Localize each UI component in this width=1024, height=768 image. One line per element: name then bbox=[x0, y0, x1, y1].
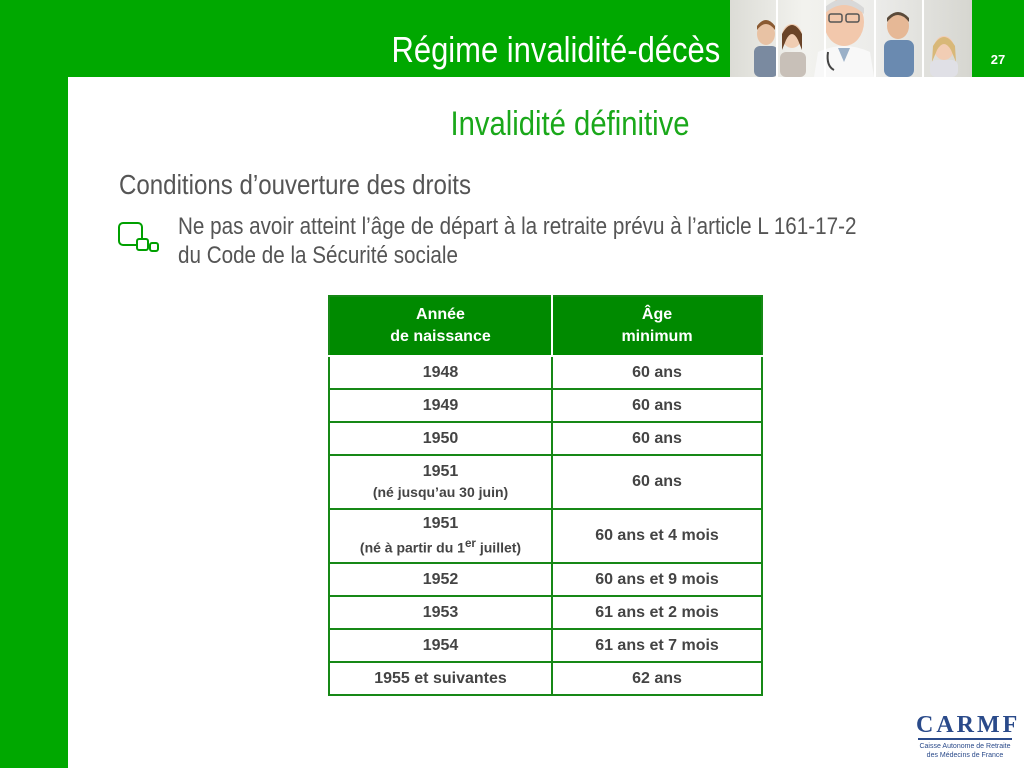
year-cell: 1953 bbox=[329, 596, 552, 629]
year-note: (né à partir du 1er juillet) bbox=[359, 537, 522, 556]
logo-tagline: des Médecins de France bbox=[926, 752, 1004, 759]
logo-tagline: Caisse Autonome de Retraite bbox=[919, 743, 1011, 750]
table-row bbox=[329, 389, 762, 422]
logo-name: CARMF bbox=[916, 712, 1021, 738]
table-row bbox=[329, 509, 762, 563]
table-row bbox=[329, 422, 762, 455]
table-header-row bbox=[329, 296, 762, 356]
age-cell: 61 ans et 2 mois bbox=[552, 596, 762, 629]
header-minimum-age: Âge minimum bbox=[552, 296, 762, 356]
age-cell: 60 ans bbox=[552, 356, 762, 389]
table-row bbox=[329, 356, 762, 389]
year-cell: 1952 bbox=[329, 563, 552, 596]
age-cell: 62 ans bbox=[552, 662, 762, 695]
photo-separator bbox=[776, 0, 778, 77]
table-row bbox=[329, 596, 762, 629]
table-row bbox=[329, 455, 762, 509]
slide-subtitle: Invalidité définitive bbox=[450, 105, 690, 143]
section-heading: Conditions d’ouverture des droits bbox=[119, 169, 472, 200]
age-cell: 60 ans bbox=[552, 422, 762, 455]
carmf-logo bbox=[916, 712, 1021, 762]
header-photo bbox=[730, 0, 972, 77]
bullet-squares-icon bbox=[116, 219, 164, 255]
logo-divider bbox=[918, 738, 1012, 740]
photo-separator bbox=[922, 0, 924, 77]
retirement-age-table bbox=[328, 295, 763, 696]
age-cell: 61 ans et 7 mois bbox=[552, 629, 762, 662]
bullet-line: Ne pas avoir atteint l’âge de départ à la retraite prévu à l’article L 161-17-2 bbox=[178, 213, 857, 240]
page-number: 27 bbox=[990, 52, 1006, 67]
bullet-line: du Code de la Sécurité sociale bbox=[178, 242, 458, 269]
header-birth-year: Année de naissance bbox=[329, 296, 552, 356]
table-row bbox=[329, 563, 762, 596]
table-row bbox=[329, 629, 762, 662]
year-cell: 1949 bbox=[329, 389, 552, 422]
year-cell: 1951 (né jusqu’au 30 juin) bbox=[329, 455, 552, 509]
year-cell: 1955 et suivantes bbox=[329, 662, 552, 695]
age-cell: 60 ans bbox=[552, 389, 762, 422]
year-note: (né jusqu’au 30 juin) bbox=[372, 484, 509, 500]
age-cell: 60 ans et 9 mois bbox=[552, 563, 762, 596]
photo-separator bbox=[824, 0, 826, 77]
left-green-band bbox=[0, 0, 68, 768]
year-cell: 1950 bbox=[329, 422, 552, 455]
table-row bbox=[329, 662, 762, 695]
photo-separator bbox=[874, 0, 876, 77]
age-cell: 60 ans et 4 mois bbox=[552, 509, 762, 563]
page-title: Régime invalidité-décès bbox=[391, 29, 720, 70]
bullet-text bbox=[178, 212, 952, 270]
year-cell: 1951 (né à partir du 1er juillet) bbox=[329, 509, 552, 563]
year-cell: 1948 bbox=[329, 356, 552, 389]
year-cell: 1954 bbox=[329, 629, 552, 662]
age-cell: 60 ans bbox=[552, 455, 762, 509]
people-photo-image bbox=[730, 0, 972, 77]
